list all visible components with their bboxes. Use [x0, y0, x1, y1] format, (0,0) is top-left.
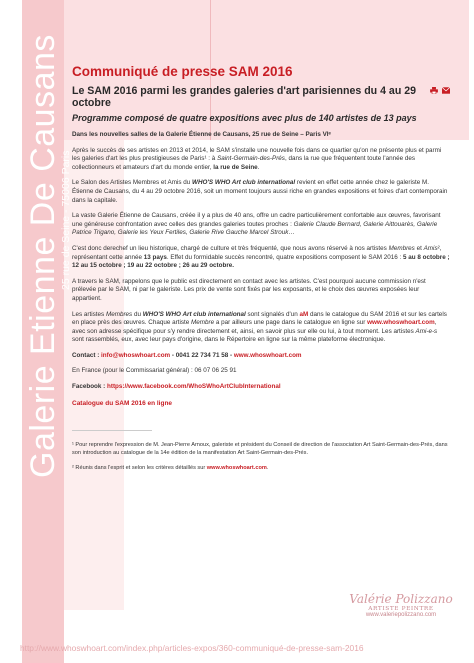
contact-facebook: Facebook : https://www.facebook.com/WhoSWhoArtClubInternational: [72, 383, 281, 391]
signature-role: ARTISTE PEINTRE: [368, 606, 434, 612]
article-body: [72, 131, 450, 472]
contact-france: En France (pour le Commissariat général) : 06 07 06 25 91: [72, 367, 237, 375]
footnote-separator: [72, 430, 152, 431]
article-tools: [424, 85, 450, 94]
signature-name: Valérie Polizzano: [349, 592, 453, 606]
contact-line: Contact : info@whoswhoart.com - 0041 22 734 71 58 - www.whoswhoart.com: [72, 351, 302, 359]
artist-signature: [343, 592, 459, 618]
paragraph-gallery: La vaste Galerie Étienne de Causans, créée il y a plus de 40 ans, offre un cadre particulièrement confortable aux œuvres, favorisant une généreuse confrontation avec celles des grandes galeries toutes proches : Galerie Claude Bernard, Galerie Aittouarès, Galerie Patrice Trigano, Galerie les Yeux Fertiles, Galerie Rive Gauche Marcel Strouk…: [72, 212, 441, 237]
subtitle-row: [72, 85, 450, 109]
contact-email-link[interactable]: info@whoswhoart.com: [101, 351, 171, 359]
paragraph-members: Les artistes Membres du WHO'S WHO Art club international sont signalés d'un aM dans le catalogue du SAM 2016 et sur les cartels en place près des œuvres. Chaque artiste Membre a par ailleurs une page dans le catalogue en ligne sur www.whoswhoart.com, avec son adresse spécifique pour s'y rendre directement et, ainsi, en savoir plus sur elle ou lui, à tout moment. Les artistes Ami-e-s sont rassemblés, eux, avec leur pays d'origine, dans le Répertoire en ligne sur la même plateforme électronique.: [72, 310, 447, 344]
paragraph-dates: C'est donc derechef un lieu historique, chargé de culture et très fréquenté, que nous avons réservé à nos artistes Membres et Amis², représentant cette année 13 pays. Effet du formidable succès rencontré, quatre expositions composent le SAM 2016 : 5 au 8 octobre ; 12 au 15 octobre ; 19 au 22 octobre ; 26 au 29 octobre.: [72, 244, 450, 270]
contact-site-link[interactable]: www.whoswhoart.com: [233, 351, 302, 359]
catalog-link[interactable]: Catalogue du SAM 2016 en ligne: [72, 399, 173, 407]
footnote-1: ¹ Pour reprendre l'expression de M. Jean-Pierre Arnoux, galeriste et président du Conseil de direction de l'association Art Saint-Germain-des-Prés, dans son introduction au catalogue de la 14e édition de la manifestation Art Saint-Germain-des-Prés.: [72, 442, 448, 457]
footnote-2: ² Réunis dans l'esprit et selon les critères détaillés sur www.whoswhoart.com.: [72, 465, 269, 472]
gallery-address: 25 rue de Seine - 75006 Paris: [60, 150, 72, 290]
article-subtitle: Le SAM 2016 parmi les grandes galeries d'art parisiennes du 4 au 29 octobre: [72, 85, 417, 109]
sidebar-gallery-name: [26, 28, 70, 548]
paragraph-intro: Après le succès de ses artistes en 2013 et 2014, le SAM s'installe une nouvelle fois dans ce quartier qu'on ne présente plus et parmi les galeries d'art les plus prestigieuses de Paris¹ : à Saint-Germain-des-Prés, dans la rue que fréquentent toute l'année des collectionneurs et amateurs d'art du monde entier, la rue de Seine.: [72, 146, 442, 171]
signature-url: www.valeriepolizzano.com: [365, 612, 437, 618]
programme-heading: Programme composé de quatre expositions avec plus de 140 artistes de 13 pays: [72, 113, 417, 123]
paragraph-location: Dans les nouvelles salles de la Galerie Étienne de Causans, 25 rue de Seine – Paris VIᵉ: [72, 131, 331, 138]
paragraph-salon: Le Salon des Artistes Membres et Amis du WHO'S WHO Art club international revient en effet cette année chez le galeriste M. Étienne de Causans, du 4 au 29 octobre 2016, soit un moment toujours aussi riche en grandes expositions et foires d'art contemporain dans la capitale.: [72, 179, 448, 204]
contact-block: [72, 352, 450, 392]
page-url: http://www.whoswhoart.com/index.php/articles-expos/360-communiqué-de-presse-sam-2016: [20, 643, 364, 653]
footnote-link[interactable]: www.whoswhoart.com: [206, 465, 267, 472]
article: [72, 64, 450, 479]
whoswhoart-link[interactable]: www.whoswhoart.com: [367, 319, 435, 327]
gallery-title: Galerie Etienne De Causans: [24, 34, 62, 478]
facebook-link[interactable]: https://www.facebook.com/WhoSWhoArtClubInternational: [107, 383, 281, 391]
email-icon[interactable]: [442, 87, 450, 94]
paragraph-commission: A travers le SAM, rappelons que le public est directement en contact avec les artistes. C'est pourquoi aucune commission n'est prélevée par le SAM, ni par le galeriste. Les prix de vente sont fixés par les exposants, et le choix des œuvres exposées leur appartient.: [72, 277, 426, 302]
am-badge: aM: [299, 310, 309, 318]
print-icon[interactable]: [430, 87, 438, 94]
page-title: Communiqué de presse SAM 2016: [72, 64, 293, 79]
